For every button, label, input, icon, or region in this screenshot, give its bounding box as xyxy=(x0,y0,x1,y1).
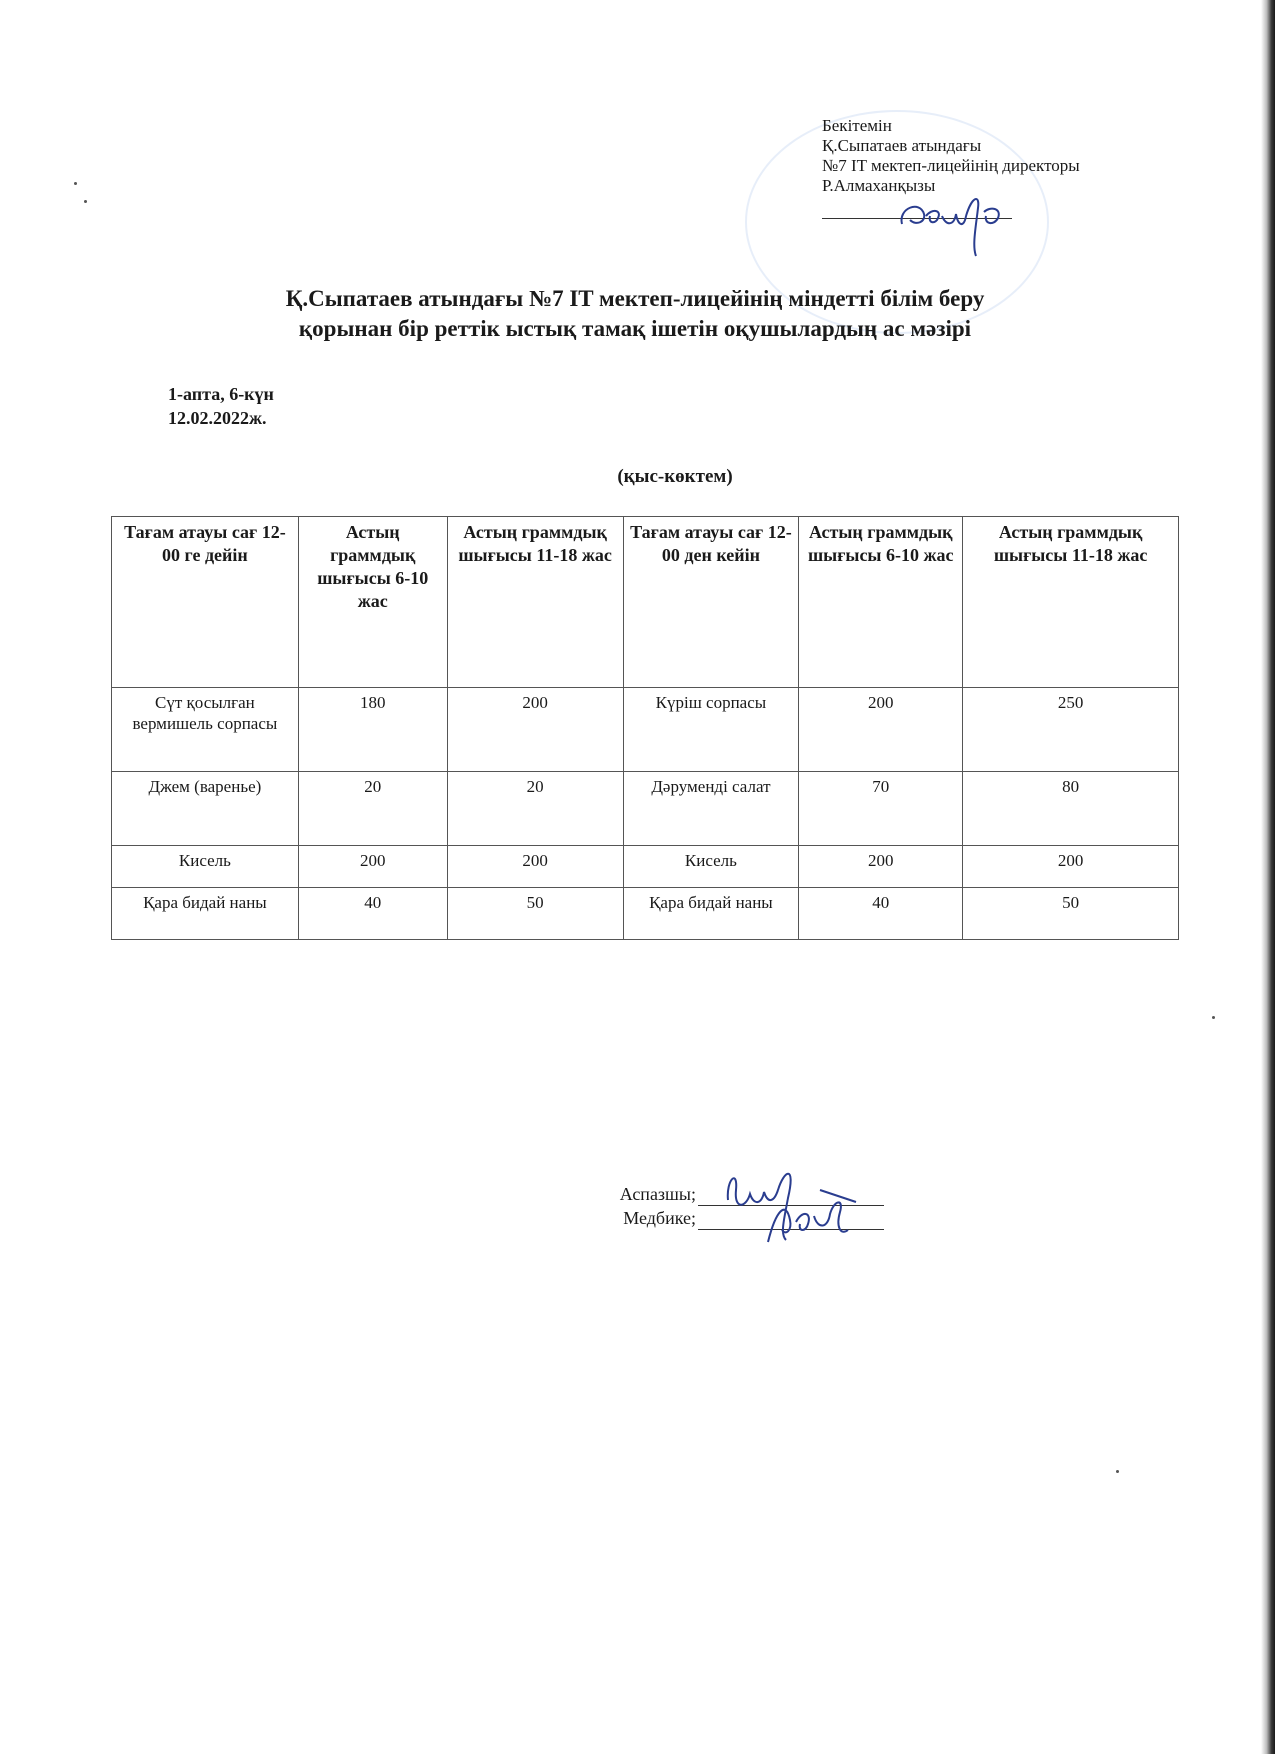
header-cell: Астың граммдық шығысы 11-18 жас xyxy=(963,517,1179,688)
table-cell: 200 xyxy=(963,846,1179,888)
table-cell: Дәруменді салат xyxy=(623,772,799,846)
scan-edge xyxy=(1261,0,1275,1754)
document-title xyxy=(150,284,1120,344)
table-cell: 200 xyxy=(447,688,623,772)
table-cell: 80 xyxy=(963,772,1179,846)
table-cell: 200 xyxy=(799,688,963,772)
table-cell: 200 xyxy=(447,846,623,888)
header-cell: Тағам атауы сағ 12-00 ден кейін xyxy=(623,517,799,688)
table-cell: 200 xyxy=(298,846,447,888)
week-day: 1-апта, 6-күн xyxy=(168,384,274,404)
header-cell: Астың граммдық шығысы 11-18 жас xyxy=(447,517,623,688)
table-cell: Қара бидай наны xyxy=(623,888,799,940)
table-cell: 250 xyxy=(963,688,1179,772)
title-line: қорынан бір реттік ыстық тамақ ішетін оқушылардың ас мәзірі xyxy=(298,316,972,341)
season-label: (қыс-көктем) xyxy=(617,466,733,487)
table-cell: 50 xyxy=(447,888,623,940)
table-cell: Кисель xyxy=(112,846,299,888)
table-cell: Қара бидай наны xyxy=(112,888,299,940)
cook-nurse-signatures xyxy=(716,1150,876,1250)
approval-line: №7 IT мектеп-лицейінің директоры xyxy=(822,156,1080,175)
week-info xyxy=(168,382,274,430)
table-row xyxy=(112,688,1179,772)
menu-date: 12.02.2022ж. xyxy=(168,408,267,428)
approval-line: Бекітемін xyxy=(822,116,892,135)
table-cell: 180 xyxy=(298,688,447,772)
table-cell: Сүт қосылған вермишель сорпасы xyxy=(112,688,299,772)
scan-speck xyxy=(1116,1470,1119,1473)
approval-line: Қ.Сыпатаев атындағы xyxy=(822,136,982,155)
table-cell: Кисель xyxy=(623,846,799,888)
cook-label: Аспазшы; xyxy=(619,1184,696,1204)
table-cell: 20 xyxy=(447,772,623,846)
menu-table xyxy=(111,516,1179,940)
nurse-label: Медбике; xyxy=(623,1208,696,1228)
table-cell: 50 xyxy=(963,888,1179,940)
table-cell: Күріш сорпасы xyxy=(623,688,799,772)
table-header-row xyxy=(112,517,1179,688)
approval-line: Р.Алмаханқызы xyxy=(822,176,936,195)
table-row xyxy=(112,772,1179,846)
table-cell: 200 xyxy=(799,846,963,888)
header-cell: Астың граммдық шығысы 6-10 жас xyxy=(298,517,447,688)
table-row xyxy=(112,846,1179,888)
table-cell: Джем (варенье) xyxy=(112,772,299,846)
table-row xyxy=(112,888,1179,940)
scan-speck xyxy=(1212,1016,1215,1019)
director-signature xyxy=(880,186,1020,266)
header-cell: Астың граммдық шығысы 6-10 жас xyxy=(799,517,963,688)
scan-speck xyxy=(74,182,77,185)
title-line: Қ.Сыпатаев атындағы №7 IT мектеп-лицейінің міндетті білім беру xyxy=(285,286,985,311)
table-cell: 70 xyxy=(799,772,963,846)
table-cell: 40 xyxy=(298,888,447,940)
table-cell: 20 xyxy=(298,772,447,846)
header-cell: Тағам атауы сағ 12-00 ге дейін xyxy=(112,517,299,688)
scan-speck xyxy=(84,200,87,203)
table-cell: 40 xyxy=(799,888,963,940)
